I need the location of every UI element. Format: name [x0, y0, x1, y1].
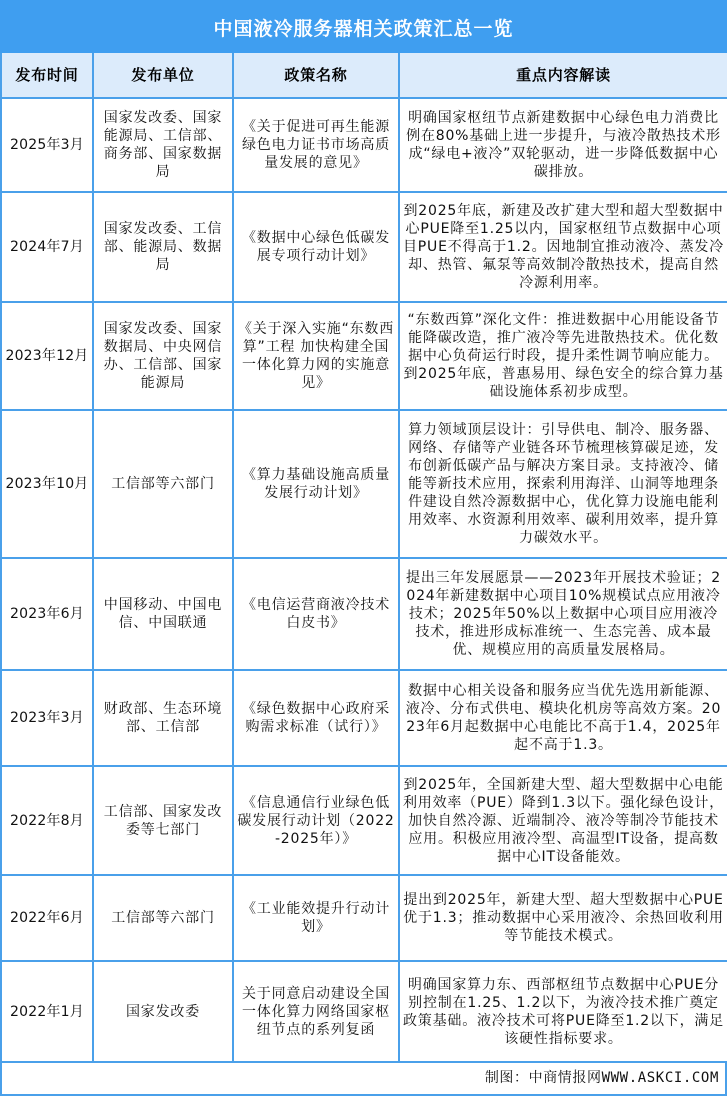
cell-content: “东数西算”深化文件：推进数据中心用能设备节能降碳改造，推广液冷等先进散热技术。优化数据中心负荷运行时段，提升柔性调节响应能力。到2025年底，普惠易用、绿色安全的综合算力基础设施体系初步成型。: [399, 302, 727, 410]
cell-date: 2024年7月: [1, 192, 93, 302]
cell-content: 明确国家算力东、西部枢纽节点数据中心PUE分别控制在1.25、1.2以下，为液冷技术推广奠定政策基础。液冷技术可将PUE降至1.2以下，满足该硬性指标要求。: [399, 961, 727, 1062]
cell-policy-name: 《关于深入实施“东数西算”工程 加快构建全国一体化算力网的实施意见》: [233, 302, 399, 410]
cell-unit: 财政部、生态环境部、工信部: [93, 670, 233, 766]
cell-policy-name: 《工业能效提升行动计划》: [233, 875, 399, 961]
cell-policy-name: 《电信运营商液冷技术白皮书》: [233, 558, 399, 670]
table-row: [1, 558, 727, 670]
policy-table: [0, 53, 727, 1063]
cell-date: 2023年3月: [1, 670, 93, 766]
cell-content: 提出三年发展愿景——2023年开展技术验证；2024年新建数据中心项目10%规模试点应用液冷技术；2025年50%以上数据中心项目应用液冷技术，推进形成标准统一、生态完善、成本最优、规模应用的高质量发展格局。: [399, 558, 727, 670]
table-row: [1, 875, 727, 961]
table-row: [1, 410, 727, 558]
cell-unit: 国家发改委、国家能源局、工信部、商务部、国家数据局: [93, 98, 233, 192]
cell-policy-name: 《信息通信行业绿色低碳发展行动计划（2022-2025年）》: [233, 766, 399, 875]
cell-policy-name: 《关于促进可再生能源绿色电力证书市场高质量发展的意见》: [233, 98, 399, 192]
column-header-date: 发布时间: [1, 53, 93, 98]
cell-unit: 国家发改委: [93, 961, 233, 1062]
cell-policy-name: 《数据中心绿色低碳发展专项行动计划》: [233, 192, 399, 302]
table-row: [1, 766, 727, 875]
cell-content: 明确国家枢纽节点新建数据中心绿色电力消费比例在80%基础上进一步提升，与液冷散热技术形成“绿电+液冷”双轮驱动，进一步降低数据中心碳排放。: [399, 98, 727, 192]
table-header-row: [1, 53, 727, 98]
table-row: [1, 98, 727, 192]
cell-content: 算力领域顶层设计：引导供电、制冷、服务器、网络、存储等产业链各环节梳理核算碳足迹，发布创新低碳产品与解决方案目录。支持液冷、储能等新技术应用，探索利用海洋、山洞等地理条件建设自然冷源数据中心，优化算力设施电能利用效率、水资源利用效率、碳利用效率，提升算力碳效水平。: [399, 410, 727, 558]
cell-date: 2022年6月: [1, 875, 93, 961]
page-title: 中国液冷服务器相关政策汇总一览: [0, 0, 727, 53]
cell-unit: 国家发改委、工信部、能源局、数据局: [93, 192, 233, 302]
cell-date: 2023年12月: [1, 302, 93, 410]
cell-policy-name: 《绿色数据中心政府采购需求标准（试行）》: [233, 670, 399, 766]
cell-content: 到2025年底，新建及改扩建大型和超大型数据中心PUE降至1.25以内，国家枢纽节点数据中心项目PUE不得高于1.2。因地制宜推动液冷、蒸发冷却、热管、氟泵等高效制冷散热技术，提高自然冷源利用率。: [399, 192, 727, 302]
cell-unit: 国家发改委、国家数据局、中央网信办、工信部、国家能源局: [93, 302, 233, 410]
table-row: [1, 192, 727, 302]
cell-content: 数据中心相关设备和服务应当优先选用新能源、液冷、分布式供电、模块化机房等高效方案。2023年6月起数据中心电能比不高于1.4，2025年起不高于1.3。: [399, 670, 727, 766]
cell-date: 2025年3月: [1, 98, 93, 192]
table-row: [1, 670, 727, 766]
cell-policy-name: 关于同意启动建设全国一体化算力网络国家枢纽节点的系列复函: [233, 961, 399, 1062]
cell-content: 提出到2025年，新建大型、超大型数据中心PUE优于1.3；推动数据中心采用液冷、余热回收利用等节能技术模式。: [399, 875, 727, 961]
table-row: [1, 302, 727, 410]
cell-unit: 中国移动、中国电信、中国联通: [93, 558, 233, 670]
cell-date: 2022年1月: [1, 961, 93, 1062]
table-row: [1, 961, 727, 1062]
cell-date: 2023年10月: [1, 410, 93, 558]
column-header-unit: 发布单位: [93, 53, 233, 98]
column-header-content: 重点内容解读: [399, 53, 727, 98]
column-header-policy-name: 政策名称: [233, 53, 399, 98]
cell-unit: 工信部等六部门: [93, 410, 233, 558]
cell-date: 2023年6月: [1, 558, 93, 670]
source-credit: 制图：中商情报网WWW.ASKCI.COM: [0, 1063, 727, 1096]
cell-content: 到2025年，全国新建大型、超大型数据中心电能利用效率（PUE）降到1.3以下。强化绿色设计，加快自然冷源、近端制冷、液冷等制冷节能技术应用。积极应用液冷型、高温型IT设备，提高数据中心IT设备能效。: [399, 766, 727, 875]
cell-unit: 工信部、国家发改委等七部门: [93, 766, 233, 875]
cell-date: 2022年8月: [1, 766, 93, 875]
cell-policy-name: 《算力基础设施高质量发展行动计划》: [233, 410, 399, 558]
cell-unit: 工信部等六部门: [93, 875, 233, 961]
